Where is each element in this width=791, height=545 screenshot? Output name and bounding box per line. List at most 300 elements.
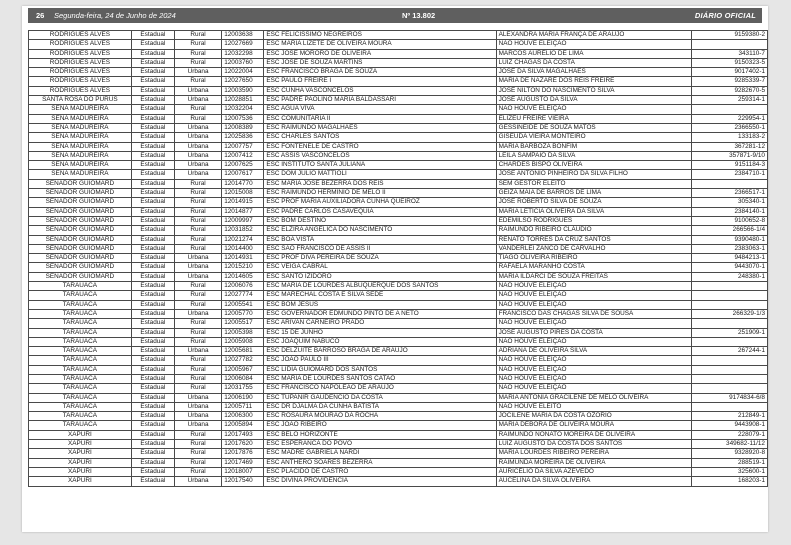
school-code-cell: 12017876 [222, 449, 264, 458]
school-code-cell: 12003638 [222, 31, 264, 40]
location-cell: Rural [174, 58, 221, 67]
school-name-cell: ESC DOM JULIO MATTIOLI [264, 170, 496, 179]
registration-cell: 266566-1/4 [691, 226, 767, 235]
location-cell: Rural [174, 198, 221, 207]
municipality-cell: RODRIGUES ALVES [29, 58, 132, 67]
location-cell: Rural [174, 356, 221, 365]
director-name-cell: MARIA ANTONIA GRACILENE DE MELO OLIVEIRA [496, 393, 691, 402]
location-cell: Rural [174, 365, 221, 374]
table-row [29, 430, 768, 439]
school-code-cell: 12027774 [222, 291, 264, 300]
school-name-cell: ESC ELZIRA ANGELICA DO NASCIMENTO [264, 226, 496, 235]
network-cell: Estadual [131, 421, 174, 430]
table-row [29, 86, 768, 95]
municipality-cell: SENADOR GUIOMARD [29, 272, 132, 281]
school-name-cell: ESC TUPANIR GAUDENCIO DA COSTA [264, 393, 496, 402]
registration-cell [691, 282, 767, 291]
table-row [29, 402, 768, 411]
publication-date: Segunda-feira, 24 de Junho de 2024 [54, 11, 176, 20]
table-row [29, 189, 768, 198]
table-row [29, 207, 768, 216]
registration-cell: 2384710-1 [691, 170, 767, 179]
registration-cell: 9328920-8 [691, 449, 767, 458]
network-cell: Estadual [131, 356, 174, 365]
network-cell: Estadual [131, 68, 174, 77]
network-cell: Estadual [131, 216, 174, 225]
registration-cell [691, 300, 767, 309]
registration-cell [691, 365, 767, 374]
location-cell: Rural [174, 31, 221, 40]
location-cell: Urbana [174, 254, 221, 263]
location-cell: Urbana [174, 477, 221, 486]
registration-cell: 251909-1 [691, 328, 767, 337]
school-code-cell: 12003590 [222, 86, 264, 95]
school-name-cell: ESC BOA VISTA [264, 235, 496, 244]
registration-cell: 325600-1 [691, 467, 767, 476]
director-name-cell: AUCELINA DA SILVA OLIVEIRA [496, 477, 691, 486]
table-row [29, 105, 768, 114]
school-name-cell: ESC CUNHA VASCONCELOS [264, 86, 496, 95]
school-code-cell: 12017620 [222, 440, 264, 449]
network-cell: Estadual [131, 440, 174, 449]
municipality-cell: XAPURI [29, 467, 132, 476]
registration-cell: 133183-2 [691, 133, 767, 142]
municipality-cell: TARAUACA [29, 291, 132, 300]
school-name-cell: ESC AGUA VIVA [264, 105, 496, 114]
director-name-cell: ELIZEU FREIRE VIEIRA [496, 114, 691, 123]
school-name-cell: ESC PADRE PAOLINO MARIA BALDASSARI [264, 96, 496, 105]
director-name-cell: NÃO HOUVE ELEIÇÃO [496, 291, 691, 300]
school-code-cell: 12007412 [222, 151, 264, 160]
director-name-cell: SEM GESTOR ELEITO [496, 179, 691, 188]
location-cell: Urbana [174, 309, 221, 318]
network-cell: Estadual [131, 272, 174, 281]
registration-cell [691, 40, 767, 49]
table-row [29, 477, 768, 486]
school-name-cell: ESC LIDIA GUIOMARD DOS SANTOS [264, 365, 496, 374]
publication-title: DIÁRIO OFICIAL [694, 11, 756, 20]
school-code-cell: 12017469 [222, 458, 264, 467]
network-cell: Estadual [131, 244, 174, 253]
municipality-cell: TARAUACA [29, 365, 132, 374]
school-code-cell: 12032298 [222, 49, 264, 58]
network-cell: Estadual [131, 96, 174, 105]
school-code-cell: 12005967 [222, 365, 264, 374]
municipality-cell: SENADOR GUIOMARD [29, 207, 132, 216]
location-cell: Rural [174, 244, 221, 253]
location-cell: Rural [174, 374, 221, 383]
location-cell: Urbana [174, 412, 221, 421]
school-code-cell: 12014877 [222, 207, 264, 216]
registration-cell: 367281-12 [691, 142, 767, 151]
registration-cell: 229954-1 [691, 114, 767, 123]
director-name-cell: NÃO HOUVE ELEIÇÃO [496, 300, 691, 309]
table-row [29, 235, 768, 244]
registration-cell: 288519-1 [691, 458, 767, 467]
registration-cell [691, 402, 767, 411]
network-cell: Estadual [131, 319, 174, 328]
school-name-cell: ESC INSTITUTO SANTA JULIANA [264, 161, 496, 170]
location-cell: Rural [174, 235, 221, 244]
school-name-cell: ESC FONTENELE DE CASTRO [264, 142, 496, 151]
location-cell: Rural [174, 77, 221, 86]
school-name-cell: ESC SAO FRANCISCO DE ASSIS II [264, 244, 496, 253]
municipality-cell: TARAUACA [29, 347, 132, 356]
school-code-cell: 12005541 [222, 300, 264, 309]
network-cell: Estadual [131, 58, 174, 67]
network-cell: Estadual [131, 430, 174, 439]
location-cell: Urbana [174, 161, 221, 170]
director-name-cell: GISEUDA VIEIRA MONTEIRO [496, 133, 691, 142]
location-cell: Rural [174, 291, 221, 300]
location-cell: Urbana [174, 96, 221, 105]
network-cell: Estadual [131, 170, 174, 179]
school-name-cell: ESC PADRE CARLOS CASAVEQUIA [264, 207, 496, 216]
network-cell: Estadual [131, 77, 174, 86]
registration-cell: 212849-1 [691, 412, 767, 421]
director-name-cell: LUIZ CHAGAS DA COSTA [496, 58, 691, 67]
location-cell: Rural [174, 300, 221, 309]
municipality-cell: SENADOR GUIOMARD [29, 216, 132, 225]
school-code-cell: 12007617 [222, 170, 264, 179]
registration-cell: 9282670-5 [691, 86, 767, 95]
location-cell: Rural [174, 430, 221, 439]
network-cell: Estadual [131, 467, 174, 476]
school-name-cell: ESC JOSE MORORO DE OLIVEIRA [264, 49, 496, 58]
school-code-cell: 12005517 [222, 319, 264, 328]
school-code-cell: 12021274 [222, 235, 264, 244]
municipality-cell: SENA MADUREIRA [29, 151, 132, 160]
school-code-cell: 12005681 [222, 347, 264, 356]
table-row [29, 161, 768, 170]
director-name-cell: MARIA DÉBORA DE OLIVEIRA MOURA [496, 421, 691, 430]
registration-cell [691, 105, 767, 114]
location-cell: Urbana [174, 402, 221, 411]
director-name-cell: RAFAELA MARANHO COSTA [496, 263, 691, 272]
director-name-cell: LEILA SAMPAIO DA SILVA [496, 151, 691, 160]
table-row [29, 151, 768, 160]
document-page [22, 6, 768, 532]
director-name-cell: ADRIANA DE OLIVEIRA SILVA [496, 347, 691, 356]
location-cell: Rural [174, 458, 221, 467]
municipality-cell: SENADOR GUIOMARD [29, 179, 132, 188]
school-code-cell: 12014915 [222, 198, 264, 207]
table-row [29, 300, 768, 309]
director-name-cell: NÃO HOUVE ELEIÇÃO [496, 337, 691, 346]
location-cell: Urbana [174, 272, 221, 281]
location-cell: Urbana [174, 123, 221, 132]
location-cell: Rural [174, 467, 221, 476]
network-cell: Estadual [131, 207, 174, 216]
school-name-cell: ESC PLACIDO DE CASTRO [264, 467, 496, 476]
director-name-cell: JOSE ANTONIO PINHEIRO DA SILVA FILHO [496, 170, 691, 179]
school-code-cell: 12015008 [222, 189, 264, 198]
registration-cell: 343110-7 [691, 49, 767, 58]
network-cell: Estadual [131, 309, 174, 318]
location-cell: Rural [174, 40, 221, 49]
location-cell: Urbana [174, 86, 221, 95]
location-cell: Urbana [174, 393, 221, 402]
registration-cell: 305340-1 [691, 198, 767, 207]
table-row [29, 458, 768, 467]
municipality-cell: SENA MADUREIRA [29, 105, 132, 114]
network-cell: Estadual [131, 105, 174, 114]
registration-cell: 9443908-1 [691, 421, 767, 430]
municipality-cell: TARAUACA [29, 319, 132, 328]
school-code-cell: 12009997 [222, 216, 264, 225]
director-name-cell: GESSINEIDE DE SOUZA MATOS [496, 123, 691, 132]
table-row [29, 170, 768, 179]
school-name-cell: ESC FELICISSIMO NEGREIROS [264, 31, 496, 40]
table-row [29, 393, 768, 402]
table-row [29, 77, 768, 86]
table-row [29, 282, 768, 291]
municipality-cell: SENADOR GUIOMARD [29, 263, 132, 272]
school-code-cell: 12017493 [222, 430, 264, 439]
table-row [29, 31, 768, 40]
registration-cell [691, 374, 767, 383]
school-code-cell: 12028851 [222, 96, 264, 105]
table-row [29, 96, 768, 105]
school-code-cell: 12005908 [222, 337, 264, 346]
director-name-cell: AURICÉLIO DA SILVA AZEVEDO [496, 467, 691, 476]
school-name-cell: ESC RAIMUNDO HERMINIO DE MELO II [264, 189, 496, 198]
school-name-cell: ESC ROSAURA MOURAO DA ROCHA [264, 412, 496, 421]
director-name-cell: NÃO HOUVE ELEIÇÃO [496, 374, 691, 383]
school-code-cell: 12027782 [222, 356, 264, 365]
municipality-cell: TARAUACA [29, 384, 132, 393]
director-name-cell: FRANCISCO DAS CHAGAS SILVA DE SOUSA [496, 309, 691, 318]
registration-cell [691, 319, 767, 328]
school-code-cell: 12003760 [222, 58, 264, 67]
location-cell: Rural [174, 114, 221, 123]
director-name-cell: LUIZ AUGUSTO DA COSTA DOS SANTOS [496, 440, 691, 449]
municipality-cell: XAPURI [29, 458, 132, 467]
location-cell: Urbana [174, 170, 221, 179]
school-name-cell: ESC SANTO IZIDORO [264, 272, 496, 281]
municipality-cell: TARAUACA [29, 393, 132, 402]
table-row [29, 244, 768, 253]
municipality-cell: TARAUACA [29, 300, 132, 309]
municipality-cell: TARAUACA [29, 356, 132, 365]
municipality-cell: XAPURI [29, 477, 132, 486]
location-cell: Urbana [174, 347, 221, 356]
table-row [29, 374, 768, 383]
director-name-cell: RAIMUNDO NONATO MOREIRA DE OLIVEIRA [496, 430, 691, 439]
director-name-cell: MARCOS AURÉLIO DE LIMA [496, 49, 691, 58]
municipality-cell: SENADOR GUIOMARD [29, 198, 132, 207]
table-row [29, 309, 768, 318]
director-name-cell: MARIA LETÍCIA OLIVEIRA DA SILVA [496, 207, 691, 216]
municipality-cell: SENADOR GUIOMARD [29, 226, 132, 235]
table-row [29, 328, 768, 337]
table-row [29, 412, 768, 421]
school-code-cell: 12027650 [222, 77, 264, 86]
network-cell: Estadual [131, 328, 174, 337]
municipality-cell: SENA MADUREIRA [29, 170, 132, 179]
registration-cell: 349682-11/12 [691, 440, 767, 449]
municipality-cell: SENADOR GUIOMARD [29, 235, 132, 244]
school-directors-table [28, 30, 768, 487]
network-cell: Estadual [131, 282, 174, 291]
registration-cell: 357871-9/10 [691, 151, 767, 160]
table-row [29, 440, 768, 449]
school-code-cell: 12027669 [222, 40, 264, 49]
municipality-cell: SENA MADUREIRA [29, 114, 132, 123]
school-code-cell: 12007757 [222, 142, 264, 151]
network-cell: Estadual [131, 300, 174, 309]
school-code-cell: 12014605 [222, 272, 264, 281]
school-code-cell: 12032204 [222, 105, 264, 114]
location-cell: Rural [174, 449, 221, 458]
municipality-cell: TARAUACA [29, 412, 132, 421]
network-cell: Estadual [131, 114, 174, 123]
edition-number: Nº 13.802 [402, 11, 436, 20]
network-cell: Estadual [131, 226, 174, 235]
registration-cell: 2384140-1 [691, 207, 767, 216]
school-name-cell: ESC DIVINA PROVIDENCIA [264, 477, 496, 486]
network-cell: Estadual [131, 123, 174, 132]
school-name-cell: ESC FRANCISCO BRAGA DE SOUZA [264, 68, 496, 77]
municipality-cell: SENA MADUREIRA [29, 123, 132, 132]
network-cell: Estadual [131, 477, 174, 486]
registration-cell: 9151184-3 [691, 161, 767, 170]
school-name-cell: ESC PROF MARIA AUXILIADORA CUNHA QUEIROZ [264, 198, 496, 207]
school-name-cell: ESC VEIGA CABRAL [264, 263, 496, 272]
network-cell: Estadual [131, 393, 174, 402]
table-row [29, 337, 768, 346]
network-cell: Estadual [131, 402, 174, 411]
network-cell: Estadual [131, 31, 174, 40]
table-row [29, 254, 768, 263]
director-name-cell: ALEXANDRA MARIA FRANÇA DE ARAUJO [496, 31, 691, 40]
municipality-cell: TARAUACA [29, 282, 132, 291]
location-cell: Rural [174, 328, 221, 337]
table-row [29, 356, 768, 365]
network-cell: Estadual [131, 458, 174, 467]
director-name-cell: VANDERLEI ZANCO DE CARVALHO [496, 244, 691, 253]
registration-cell: 248380-1 [691, 272, 767, 281]
network-cell: Estadual [131, 291, 174, 300]
school-name-cell: ESC MADRE GABRIELA NARDI [264, 449, 496, 458]
registration-cell: 2366550-1 [691, 123, 767, 132]
registration-cell [691, 356, 767, 365]
municipality-cell: RODRIGUES ALVES [29, 86, 132, 95]
school-name-cell: ESC MARIA DE LOURDES ALBUQUERQUE DOS SANTOS [264, 282, 496, 291]
director-name-cell: JOCILENE MARIA DA COSTA OZORIO [496, 412, 691, 421]
location-cell: Urbana [174, 263, 221, 272]
table-row [29, 123, 768, 132]
municipality-cell: TARAUACA [29, 337, 132, 346]
school-code-cell: 12007536 [222, 114, 264, 123]
location-cell: Urbana [174, 142, 221, 151]
municipality-cell: TARAUACA [29, 328, 132, 337]
table-row [29, 133, 768, 142]
registration-cell: 2383063-1 [691, 244, 767, 253]
table-row [29, 114, 768, 123]
director-name-cell: NÃO HOUVE ELEIÇÃO [496, 365, 691, 374]
school-name-cell: ESC JOAQUIM NABUCO [264, 337, 496, 346]
school-code-cell: 12005770 [222, 309, 264, 318]
school-code-cell: 12006084 [222, 374, 264, 383]
director-name-cell: MARIA BARBOZA BONFIM [496, 142, 691, 151]
municipality-cell: SENA MADUREIRA [29, 161, 132, 170]
school-name-cell: ESC ESPERANCA DO POVO [264, 440, 496, 449]
school-code-cell: 12006300 [222, 412, 264, 421]
page-number: 26 [36, 11, 45, 20]
school-name-cell: ESC BOM DESTINO [264, 216, 496, 225]
school-code-cell: 12022004 [222, 68, 264, 77]
network-cell: Estadual [131, 179, 174, 188]
network-cell: Estadual [131, 40, 174, 49]
table-row [29, 319, 768, 328]
director-name-cell: CHARDES BISPO OLIVEIRA [496, 161, 691, 170]
municipality-cell: SANTA ROSA DO PURUS [29, 96, 132, 105]
registration-cell: 266329-1/3 [691, 309, 767, 318]
municipality-cell: XAPURI [29, 440, 132, 449]
school-name-cell: ESC PAULO FREIRE I [264, 77, 496, 86]
network-cell: Estadual [131, 374, 174, 383]
network-cell: Estadual [131, 49, 174, 58]
municipality-cell: TARAUACA [29, 309, 132, 318]
location-cell: Urbana [174, 133, 221, 142]
school-code-cell: 12006076 [222, 282, 264, 291]
school-code-cell: 12006190 [222, 393, 264, 402]
school-name-cell: ESC FRANCISCO NAPOLEAO DE ARAUJO [264, 384, 496, 393]
location-cell: Rural [174, 189, 221, 198]
school-name-cell: ESC GOVERNADOR EDMUNDO PINTO DE A NETO [264, 309, 496, 318]
registration-cell: 2366517-1 [691, 189, 767, 198]
municipality-cell: TARAUACA [29, 402, 132, 411]
registration-cell: 9174834-6/8 [691, 393, 767, 402]
school-name-cell: ESC JOAO PAULO III [264, 356, 496, 365]
school-code-cell: 12005711 [222, 402, 264, 411]
school-code-cell: 12008389 [222, 123, 264, 132]
network-cell: Estadual [131, 449, 174, 458]
school-code-cell: 12031852 [222, 226, 264, 235]
director-name-cell: RENATO TORRES DA CRUZ SANTOS [496, 235, 691, 244]
director-name-cell: JOSÉ AUGUSTO PIRES DA COSTA [496, 328, 691, 337]
school-name-cell: ESC PROF DIVA PEREIRA DE SOUZA [264, 254, 496, 263]
location-cell: Urbana [174, 151, 221, 160]
network-cell: Estadual [131, 142, 174, 151]
registration-cell: 9443070-1 [691, 263, 767, 272]
director-name-cell: NÃO HOUVE ELEITO [496, 402, 691, 411]
registration-cell: 9017402-1 [691, 68, 767, 77]
school-name-cell: ESC MARIA JOSE BEZERRA DOS REIS [264, 179, 496, 188]
director-name-cell: JOSÉ NILTON DO NASCIMENTO SILVA [496, 86, 691, 95]
location-cell: Rural [174, 207, 221, 216]
registration-cell: 9159380-2 [691, 31, 767, 40]
table-row [29, 365, 768, 374]
director-name-cell: GEIZA MAIA DE BARROS DE LIMA [496, 189, 691, 198]
school-code-cell: 12031755 [222, 384, 264, 393]
director-name-cell: NÃO HOUVE ELEIÇÃO [496, 356, 691, 365]
director-name-cell: EDEMILSO RODRIGUES [496, 216, 691, 225]
school-name-cell: ESC MARECHAL COSTA E SILVA SEDE [264, 291, 496, 300]
page-header [28, 8, 762, 23]
municipality-cell: RODRIGUES ALVES [29, 40, 132, 49]
location-cell: Rural [174, 337, 221, 346]
municipality-cell: XAPURI [29, 449, 132, 458]
registration-cell: 9285339-7 [691, 77, 767, 86]
school-name-cell: ESC COMUNITARIA II [264, 114, 496, 123]
table-row [29, 179, 768, 188]
table-row [29, 226, 768, 235]
school-name-cell: ESC MARIA DE LOURDES SANTOS CATAO [264, 374, 496, 383]
location-cell: Rural [174, 179, 221, 188]
director-name-cell: RAIMUNDO RIBEIRO CLÁUDIO [496, 226, 691, 235]
